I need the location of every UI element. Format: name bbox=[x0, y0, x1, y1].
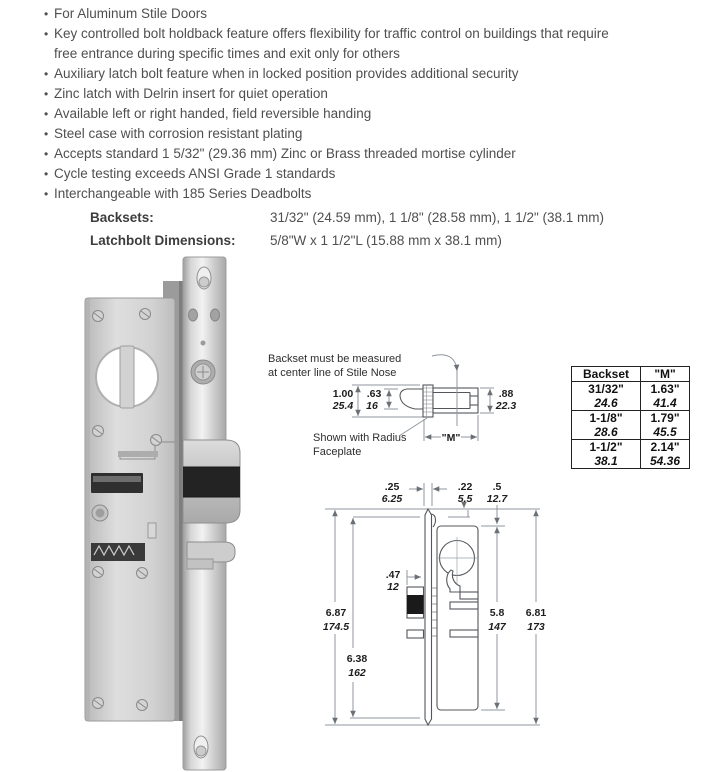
extension-lines bbox=[322, 509, 540, 725]
faceplate-hook bbox=[432, 514, 436, 527]
feature-item: • For Aluminum Stile Doors bbox=[45, 4, 610, 24]
dim-case-position bbox=[347, 518, 368, 717]
dim-inset bbox=[487, 481, 509, 524]
dim-faceplate-thickness bbox=[382, 481, 447, 506]
dim-text: 6.38 bbox=[346, 653, 368, 665]
dim-text: 25.4 bbox=[332, 400, 354, 412]
feature-item: • Interchangeable with 185 Series Deadbolts bbox=[45, 184, 610, 204]
cylinder-hub bbox=[120, 346, 134, 408]
side-view-drawing bbox=[300, 473, 550, 735]
latch-insert-side bbox=[407, 595, 424, 614]
feature-list bbox=[45, 4, 610, 204]
dim-text: 174.5 bbox=[322, 621, 350, 633]
dim-text: 12 bbox=[387, 581, 399, 593]
dim-overall-length bbox=[526, 510, 547, 724]
dim-stile-wall bbox=[458, 481, 473, 508]
cell-m-mm: 54.36 bbox=[649, 454, 681, 468]
table-row bbox=[572, 411, 690, 440]
spec-label-latchbolt: Latchbolt Dimensions: bbox=[90, 233, 236, 248]
radius-caption-line1: Shown with Radius bbox=[313, 432, 407, 444]
dim-text: .88 bbox=[498, 388, 514, 400]
dim-case-height bbox=[480, 388, 516, 413]
cell-backset-mm: 28.6 bbox=[594, 425, 618, 439]
table-header-backset: Backset bbox=[572, 367, 641, 382]
dim-text: 22.3 bbox=[495, 400, 517, 412]
dim-latch-height bbox=[366, 388, 398, 412]
latch-guide-ticks bbox=[432, 588, 438, 636]
feature-item: • Accepts standard 1 5/32" (29.36 mm) Zinc or Brass threaded mortise cylinder bbox=[45, 144, 610, 164]
dim-text: 6.81 bbox=[525, 607, 547, 619]
cell-backset-in: 31/32" bbox=[588, 382, 624, 396]
cell-backset-mm: 38.1 bbox=[594, 454, 618, 468]
feature-item: • Steel case with corrosion resistant plating bbox=[45, 124, 610, 144]
feature-item: • Auxiliary latch bolt feature when in locked position provides additional security bbox=[45, 64, 610, 84]
feature-item: • Zinc latch with Delrin insert for quiet operation bbox=[45, 84, 610, 104]
dim-text: 6.25 bbox=[381, 493, 403, 505]
case-step bbox=[460, 592, 478, 599]
faceplate-profile bbox=[423, 385, 433, 417]
caption-leader bbox=[399, 418, 427, 436]
backset-note-line2: at center line of Stile Nose bbox=[268, 367, 397, 379]
dim-text: 173 bbox=[527, 621, 545, 633]
cell-m-in: 1.63" bbox=[650, 382, 680, 396]
dim-m bbox=[424, 415, 478, 444]
dim-text: 6.87 bbox=[325, 607, 347, 619]
table-row bbox=[572, 382, 690, 411]
dim-text: 5.8 bbox=[489, 607, 505, 619]
dim-text: 5.5 bbox=[457, 493, 473, 505]
spec-value-latchbolt: 5/8"W x 1 1/2"L (15.88 mm x 38.1 mm) bbox=[270, 233, 502, 248]
dim-text: 162 bbox=[348, 667, 366, 679]
table-header-m: "M" bbox=[641, 367, 690, 382]
faceplate-side bbox=[425, 509, 432, 725]
cross-section-drawing bbox=[258, 348, 568, 460]
spec-value-backsets: 31/32" (24.59 mm), 1 1/8" (28.58 mm), 1 1/2" (38.1 mm) bbox=[270, 210, 605, 225]
cell-m-in: 1.79" bbox=[650, 411, 680, 425]
cell-backset-mm: 24.6 bbox=[594, 396, 618, 410]
latch-bolt bbox=[183, 440, 240, 523]
radius-caption-line2: Faceplate bbox=[313, 446, 362, 458]
product-photo bbox=[60, 255, 270, 772]
auxiliary-latch bbox=[187, 542, 235, 569]
feature-item: • Available left or right handed, field reversible handing bbox=[45, 104, 610, 124]
feature-item: • Cycle testing exceeds ANSI Grade 1 standards bbox=[45, 164, 610, 184]
dim-case-length bbox=[488, 527, 507, 709]
cell-m-mm: 45.5 bbox=[653, 425, 677, 439]
note-arrow bbox=[432, 355, 457, 371]
case-slot-upper bbox=[450, 602, 478, 609]
dim-text: 12.7 bbox=[486, 493, 508, 505]
dim-text: 16 bbox=[366, 400, 378, 412]
cell-m-in: 2.14" bbox=[650, 440, 680, 454]
case-profile bbox=[433, 388, 478, 413]
dim-text: 1.00 bbox=[332, 388, 354, 400]
cell-backset-in: 1-1/2" bbox=[589, 440, 623, 454]
cell-backset-in: 1-1/8" bbox=[589, 411, 623, 425]
dim-text: "M" bbox=[441, 432, 461, 444]
dim-text: .47 bbox=[385, 569, 401, 581]
dim-text: .25 bbox=[384, 481, 400, 493]
feature-item: • Key controlled bolt holdback feature offers flexibility for traffic control on buildings that require free entrance during specific times and exit only for others bbox=[45, 24, 610, 64]
backset-note-line1: Backset must be measured bbox=[268, 353, 402, 365]
latch-profile bbox=[400, 389, 424, 409]
backset-table bbox=[571, 366, 690, 469]
dim-text: .22 bbox=[457, 481, 473, 493]
dim-faceplate-length bbox=[323, 510, 349, 724]
dim-text: .5 bbox=[492, 481, 502, 493]
delrin-insert bbox=[183, 467, 240, 497]
cell-m-mm: 41.4 bbox=[653, 396, 677, 410]
latch-housing bbox=[407, 587, 424, 638]
spec-label-backsets: Backsets: bbox=[90, 210, 154, 225]
case-slot-lower bbox=[450, 630, 478, 637]
dim-text: .63 bbox=[366, 388, 382, 400]
spec-list bbox=[90, 206, 604, 252]
table-row bbox=[572, 440, 690, 469]
lock-case bbox=[85, 298, 175, 721]
dim-text: 147 bbox=[488, 621, 506, 633]
